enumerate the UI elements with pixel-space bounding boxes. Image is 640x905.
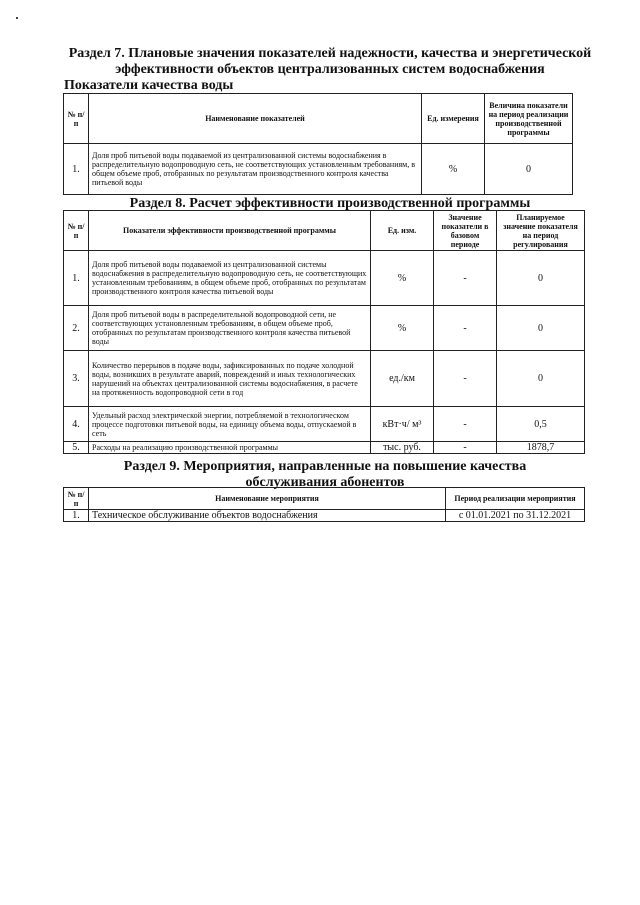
section7-subtitle: Показатели качества воды <box>64 78 234 93</box>
table-header-row <box>64 94 573 144</box>
row-name: Расходы на реализацию производственной программы <box>89 442 371 454</box>
row-plan: 0 <box>497 251 585 306</box>
section9-table <box>63 487 585 522</box>
row-num: 1. <box>64 144 89 195</box>
row-plan: 0,5 <box>497 407 585 442</box>
section9-title: Раздел 9. Мероприятия, направленные на повышение качества обслуживания абонентов <box>123 459 527 490</box>
row-num: 2. <box>64 306 89 351</box>
row-base: - <box>434 351 497 407</box>
header-name: Показатели эффективности производственной программы <box>89 211 371 251</box>
row-num: 5. <box>64 442 89 454</box>
row-unit: тыс. руб. <box>371 442 434 454</box>
row-base: - <box>434 442 497 454</box>
table-row <box>64 442 585 454</box>
row-num: 4. <box>64 407 89 442</box>
table-row <box>64 144 573 195</box>
table-header-row <box>64 488 585 510</box>
row-plan: 0 <box>497 351 585 407</box>
section8-table <box>63 210 585 454</box>
header-unit: Ед. изм. <box>371 211 434 251</box>
row-value: 0 <box>485 144 573 195</box>
row-name: Доля проб питьевой воды подаваемой из централизованной системы водоснабжения в распределительную водопроводную сеть, не соответствующих установленным требованиям, в общем объеме проб, отобранных по результатам производственного контроля качества питьевой воды <box>89 144 422 195</box>
row-unit: кВт·ч/ м³ <box>371 407 434 442</box>
header-period: Период реализации мероприятия <box>446 488 585 510</box>
row-unit: % <box>371 251 434 306</box>
table-row <box>64 407 585 442</box>
row-unit: ед./км <box>371 351 434 407</box>
row-base: - <box>434 407 497 442</box>
header-num: № п/п <box>64 94 89 144</box>
table-row <box>64 351 585 407</box>
row-unit: % <box>422 144 485 195</box>
header-name: Наименование мероприятия <box>89 488 446 510</box>
header-base: Значение показатели в базовом периоде <box>434 211 497 251</box>
row-name: Техническое обслуживание объектов водоснабжения <box>89 510 446 522</box>
row-period: с 01.01.2021 по 31.12.2021 <box>446 510 585 522</box>
header-value: Величина показатели на период реализации производственной программы <box>485 94 573 144</box>
header-name: Наименование показателей <box>89 94 422 144</box>
row-base: - <box>434 306 497 351</box>
section7-title: Раздел 7. Плановые значения показателей надежности, качества и энергетической эффективности объектов централизованных систем водоснабжения <box>68 46 592 77</box>
header-plan: Планируемое значение показателя на период регулирования <box>497 211 585 251</box>
row-num: 3. <box>64 351 89 407</box>
table-row <box>64 510 585 522</box>
row-plan: 1878,7 <box>497 442 585 454</box>
row-name: Доля проб питьевой воды в распределительной водопроводной сети, не соответствующих установленным требованиям, в общем объеме проб, отобранных по результатам производственного контроля качества питьевой воды <box>89 306 371 351</box>
scan-dot <box>16 17 18 19</box>
row-unit: % <box>371 306 434 351</box>
row-name: Количество перерывов в подаче воды, зафиксированных по подаче холодной воды, возникших в результате аварий, повреждений и иных технологических нарушений на объектах централизованной системы водоснабжения, в расчете на протяженность водопроводной сети в год <box>89 351 371 407</box>
row-name: Удельный расход электрической энергии, потребляемой в технологическом процессе подготовки питьевой воды, на единицу объема воды, отпускаемой в сеть <box>89 407 371 442</box>
section8-title: Раздел 8. Расчет эффективности производственной программы <box>129 196 531 211</box>
row-base: - <box>434 251 497 306</box>
row-num: 1. <box>64 251 89 306</box>
table-header-row <box>64 211 585 251</box>
header-num: № п/п <box>64 211 89 251</box>
row-plan: 0 <box>497 306 585 351</box>
header-unit: Ед. измерения <box>422 94 485 144</box>
row-name: Доля проб питьевой воды подаваемой из централизованной системы водоснабжения в распределительную водопроводную сеть, не соответствующих установленным требованиям, в общем объеме проб, отобранных по результатам производственного контроля качества питьевой воды <box>89 251 371 306</box>
row-num: 1. <box>64 510 89 522</box>
table-row <box>64 306 585 351</box>
section7-table <box>63 93 573 195</box>
table-row <box>64 251 585 306</box>
header-num: № п/п <box>64 488 89 510</box>
